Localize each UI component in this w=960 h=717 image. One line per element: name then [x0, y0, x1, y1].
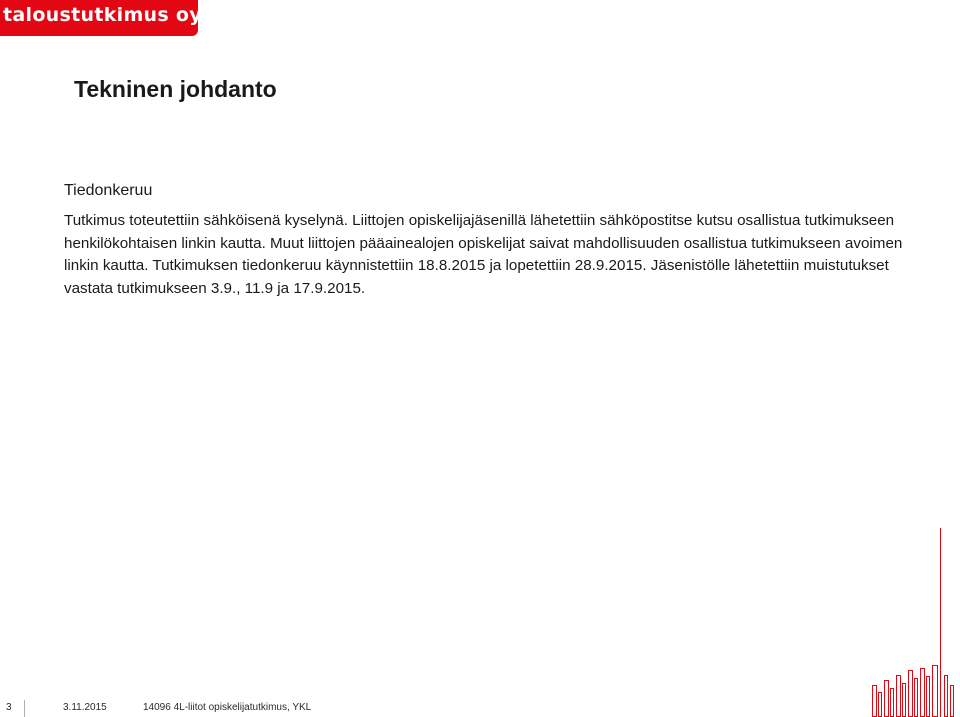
- footer-divider: [24, 700, 25, 717]
- footer-date: 3.11.2015: [63, 702, 107, 713]
- body-paragraph: Tutkimus toteutettiin sähköisenä kyselynä. Liittojen opiskelijajäsenillä lähetettiin sähköpostitse kutsu osallistua tutkimukseen henkilökohtaisen linkin kautta. Muut liittojen pääainealojen opiskelijat saivat mahdollisuuden osallistua tutkimukseen avoimen linkin kautta. Tutkimuksen tiedonkeruu käynnistettiin 18.8.2015 ja lopetettiin 28.9.2015. Jäsenistölle lähetettiin muistutukset vastata tutkimukseen 3.9., 11.9 ja 17.9.2015.: [64, 212, 903, 297]
- company-logo: taloustutkimus oy: [3, 4, 202, 26]
- decorative-bars-graphic: [860, 520, 960, 717]
- logo-banner: [0, 0, 202, 36]
- footer-project-name: 14096 4L-liitot opiskelijatutkimus, YKL: [143, 702, 312, 713]
- section-heading: Tiedonkeruu: [64, 182, 153, 199]
- slide-title: Tekninen johdanto: [74, 76, 277, 102]
- footer-page-number: 3: [6, 702, 12, 713]
